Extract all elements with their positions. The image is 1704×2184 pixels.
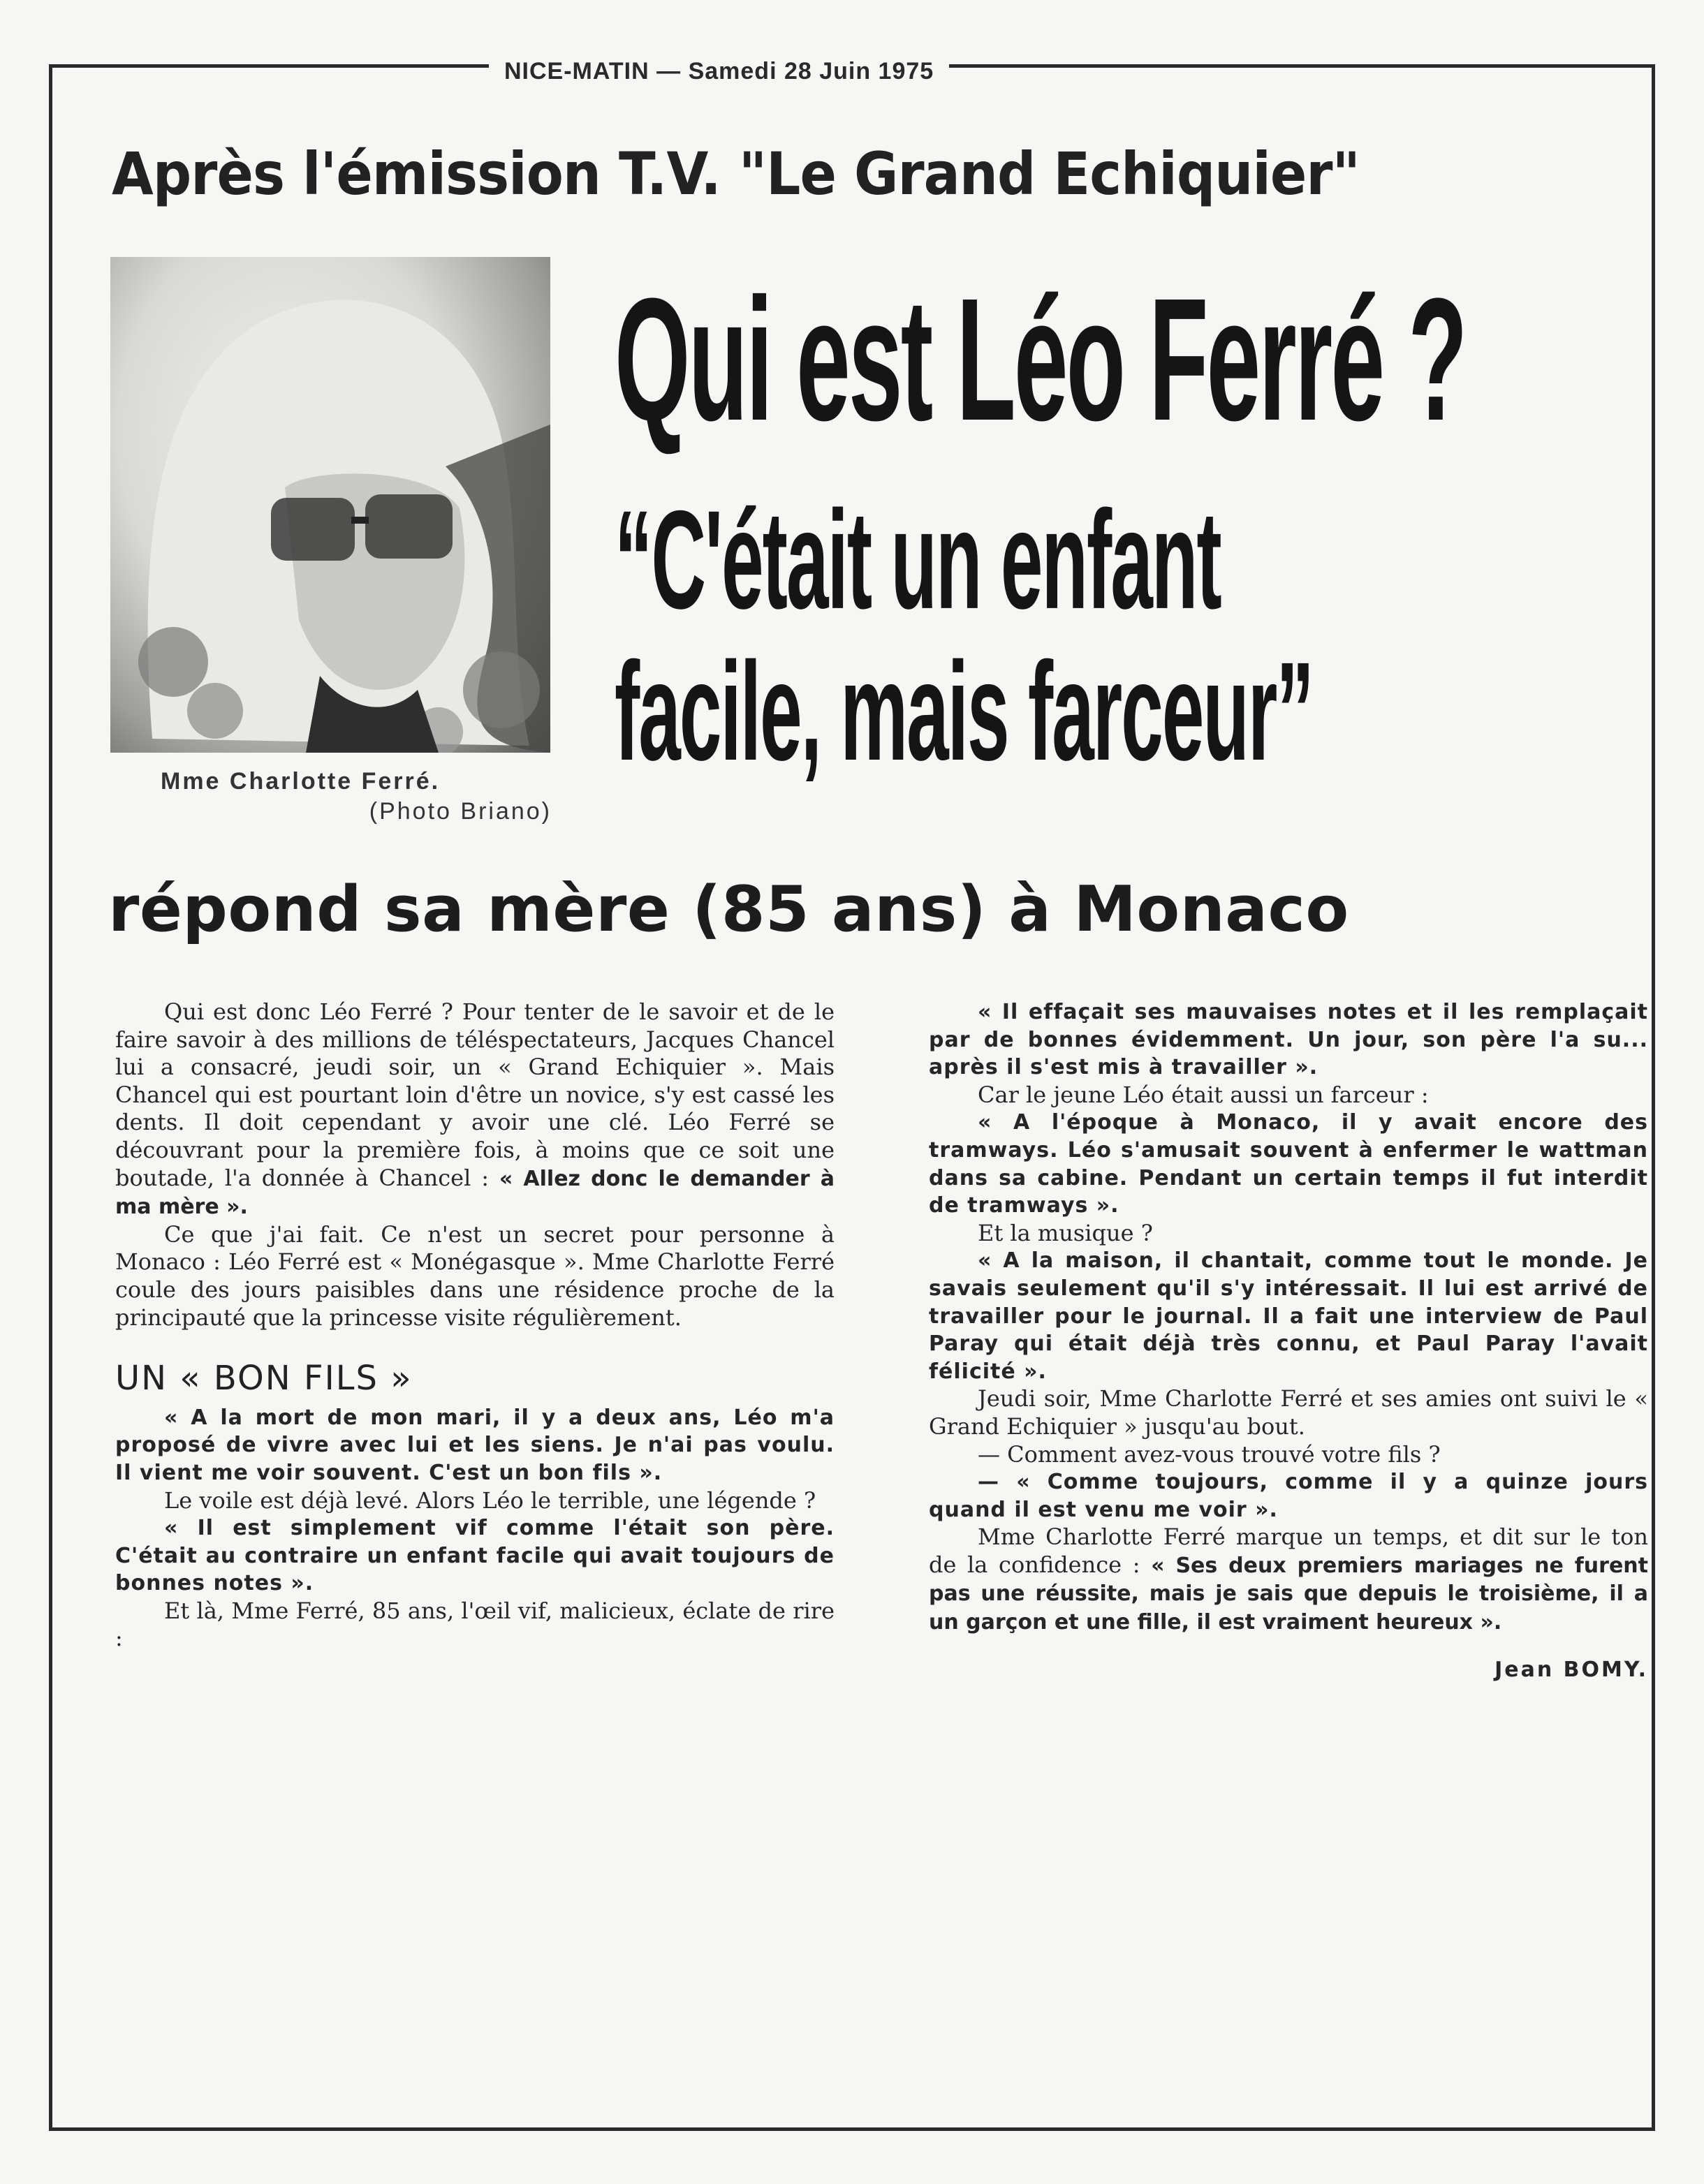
quote-paragraph: « A l'époque à Monaco, il y avait encore des tramways. Léo s'amusait souvent à enfermer le wattman dans sa cabine. Pendant un certain temps il fut interdit de tramways ». [929,1110,1648,1218]
headline-block [615,262,1606,790]
kicker: Après l'émission T.V. "Le Grand Echiquier" [112,140,1360,208]
quote-paragraph: « A la mort de mon mari, il y a deux ans, Léo m'a proposé de vivre avec lui et les siens. Je n'ai pas voulu. Il vient me voir souvent. C'est un bon fils ». [115,1405,835,1485]
paragraph-text: Mme Charlotte Ferré marque un temps, et dit sur le ton de la confidence : [929,1523,1648,1578]
subheadline-line-1: “C'était un enfant [615,482,1221,639]
quote-paragraph: « Il effaçait ses mauvaises notes et il les remplaçait par de bonnes évidemment. Un jour, son père l'a su... après il s'est mis à travailler ». [929,1000,1648,1080]
paragraph [929,1523,1648,1636]
section-subhead: UN « BON FILS » [115,1359,413,1399]
portrait-photo-drawing [110,257,550,753]
paragraph: Et là, Mme Ferré, 85 ans, l'œil vif, malicieux, éclate de rire : [115,1597,835,1652]
paragraph-text: Qui est donc Léo Ferré ? Pour tenter de le savoir et de le faire savoir à des millions de téléspectateurs, Jacques Chancel lui a consacré, jeudi soir, un « Grand Echiquier ». Mais Chancel qui est pourtant loin d'être un novice, s'y est cassé les dents. Il doit cependant y avoir une clé. Léo Ferré se découvrant pour la première fois, à moins que ce soit une boutade, l'a donnée à Chancel : [115,998,835,1191]
deck: répond sa mère (85 ans) à Monaco [108,873,1349,946]
quote-paragraph: « A la maison, il chantait, comme tout le monde. Je savais seulement qu'il s'y intéressait. Il lui est arrivé de travailler pour le journal. Il a fait une interview de Paul Paray qui était déjà très connu, et Paul Paray l'avait félicité ». [929,1248,1648,1384]
headline: Qui est Léo Ferré ? [615,262,1466,457]
subheadline-line-2: facile, mais farceur” [615,633,1313,790]
subheadline [615,482,1313,790]
author-signature: Jean BOMY. [1494,1657,1648,1682]
portrait-photo [110,257,550,753]
photo-credit: (Photo Briano) [369,798,552,825]
paragraph: Jeudi soir, Mme Charlotte Ferré et ses amies ont suivi le « Grand Echiquier » jusqu'au bout. [929,1385,1648,1440]
paragraph: Le voile est déjà levé. Alors Léo le terrible, une légende ? [164,1486,816,1514]
paragraph-quote: « Ses deux premiers mariages ne furent pas une réussite, mais je sais que depuis le troisième, il a un garçon et une fille, il est vraiment heureux ». [929,1553,1648,1635]
masthead: NICE-MATIN — Samedi 28 Juin 1975 [489,57,949,85]
article-column-right [929,998,1648,1683]
quote-paragraph: — « Comme toujours, comme il y a quinze jours quand il est venu me voir ». [929,1470,1648,1522]
paragraph: — Comment avez-vous trouvé votre fils ? [978,1440,1441,1468]
paragraph-quote: « Allez donc le demander à ma mère ». [115,1166,835,1220]
caption-name: Mme Charlotte Ferré. [161,768,441,795]
paragraph [115,998,835,1221]
paragraph: Car le jeune Léo était aussi un farceur : [978,1081,1429,1108]
paragraph: Ce que j'ai fait. Ce n'est un secret pour personne à Monaco : Léo Ferré est « Monégasque ». Mme Charlotte Ferré coule des jours paisibles dans une résidence proche de la principauté que la princesse visite régulièrement. [115,1220,835,1331]
article-column-left [115,998,835,1653]
quote-paragraph: « Il est simplement vif comme l'était son père. C'était au contraire un enfant facile qui avait toujours de bonnes notes ». [115,1516,835,1596]
paragraph: Et la musique ? [978,1219,1153,1246]
photo-caption [161,768,552,825]
